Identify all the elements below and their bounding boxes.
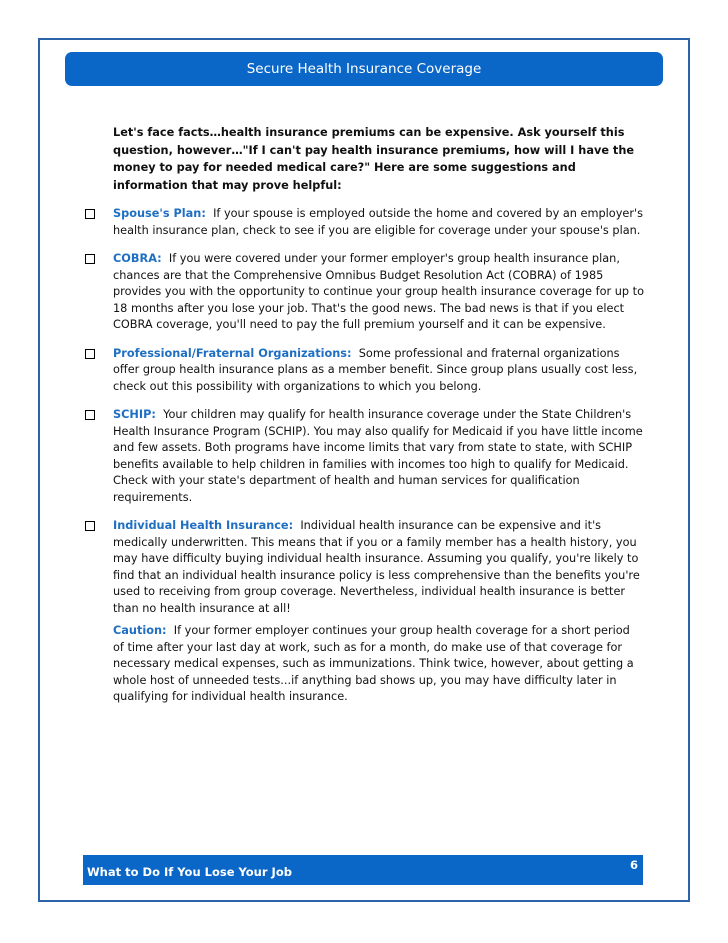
checkbox-icon[interactable] [85,254,95,264]
main-content [84,124,644,706]
checkbox-icon[interactable] [85,209,95,219]
intro-paragraph: Let's face facts…health insurance premiums can be expensive. Ask yourself this question, however…"If I can't pay health insurance premiums, how will I have the money to pay for needed medical care?" Here are some suggestions and information that may prove helpful: [113,126,635,192]
item-term: Professional/Fraternal Organizations: [113,346,352,360]
footer-title: What to Do If You Lose Your Job [87,865,292,879]
caution-text: If your former employer continues your group health coverage for a short period of time after your last day at work, such as for a month, do make use of that coverage for necessary medical expenses, such as immunizations. Think twice, however, about getting a whole host of unneeded tests...if anything bad shows up, you may have difficulty later in qualifying for individual health insurance. [113,624,634,704]
item-text: If you were covered under your former employer's group health insurance plan, chances are that the Comprehensive Omnibus Budget Resolution Act (COBRA) of 1985 provides you with the opportunity to continue your group health insurance coverage for up to 18 months after you lose your job. That's the good news. The bad news is that if you elect COBRA coverage, you'll need to pay the full premium yourself and it can be expensive. [113,252,644,332]
item-text: Your children may qualify for health insurance coverage under the State Children's Health Insurance Program (SCHIP). You may also qualify for Medicaid if you have little income and few assets. Both programs have income limits that vary from state to state, with SCHIP benefits available to help children in families with incomes too high to qualify for Medicaid. Check with your state's department of health and human services for qualification requirements. [113,408,643,504]
section-title: Secure Health Insurance Coverage [246,61,482,77]
caution-note [84,623,644,706]
list-item-cobra [84,251,644,334]
item-text: Some professional and fraternal organizations offer group health insurance plans as a member benefit. Since group plans usually cost less, check out this possibility with organizations to which you belong. [113,346,638,393]
checkbox-icon[interactable] [85,410,95,420]
checkbox-icon[interactable] [85,521,95,531]
checkbox-icon[interactable] [85,349,95,359]
item-text: Individual health insurance can be expensive and it's medically underwritten. This means that if you or a family member has a health history, you may have difficulty buying individual health insurance. Assuming you qualify, you're likely to find that an individual health insurance policy is less comprehensive than the benefits you're used to receiving from group coverage. Nevertheless, individual health insurance is better than no health insurance at all! [113,519,640,615]
item-text: If your spouse is employed outside the home and covered by an employer's health insurance plan, check to see if you are eligible for coverage under your spouse's plan. [113,207,643,237]
item-term: Individual Health Insurance: [113,519,294,533]
page-number: 6 [629,858,638,872]
list-item-professional-organizations [84,346,644,396]
footer-bar [83,855,643,885]
list-item-individual-insurance [84,518,644,617]
list-item-schip [84,407,644,506]
item-term: COBRA: [113,252,162,266]
section-header [65,52,663,86]
caution-term: Caution: [113,624,167,638]
item-term: Spouse's Plan: [113,207,206,221]
item-term: SCHIP: [113,408,156,422]
list-item-spouse-plan [84,206,644,239]
